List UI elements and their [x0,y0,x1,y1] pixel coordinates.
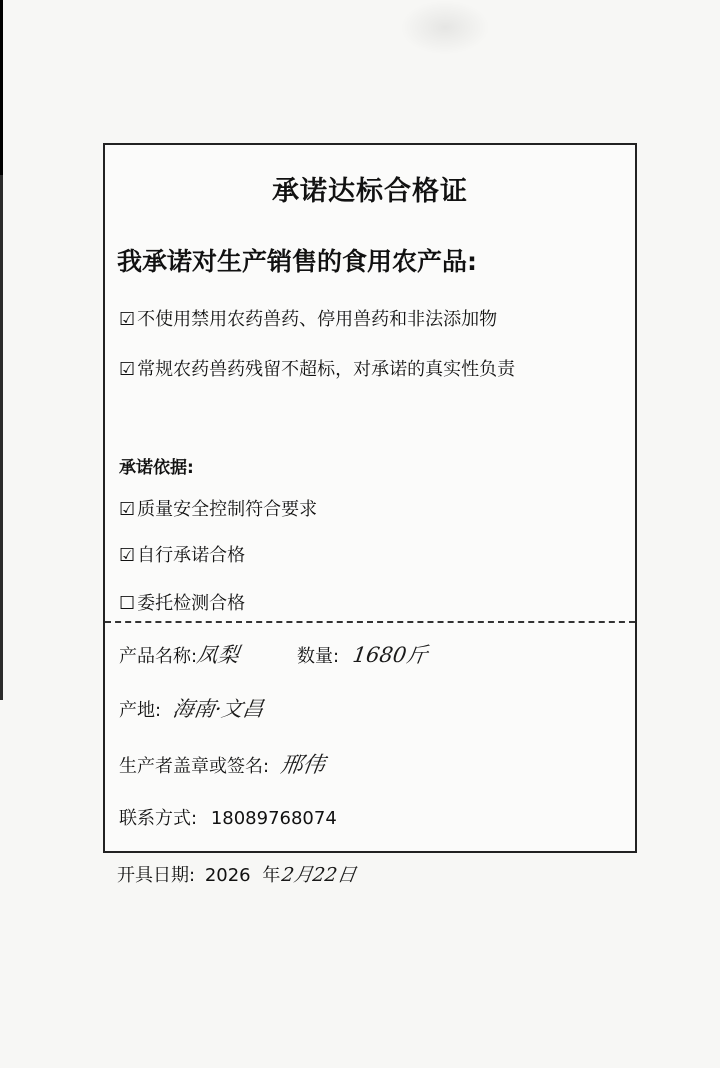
quantity-label: 数量: [297,646,340,667]
check-item-residue [119,355,515,381]
issue-date-label: 开具日期: [117,865,196,886]
bleed-through-mark [400,0,490,55]
checkbox-checked-icon: ☑ [119,309,136,330]
check-text: 不使用禁用农药兽药、停用兽药和非法添加物 [137,309,498,330]
product-name-value: 凤梨 [195,643,241,667]
origin-value: 海南·文昌 [170,697,266,721]
contact-row [119,804,337,830]
checkbox-unchecked-icon: ☐ [119,593,136,614]
basis-text: 质量安全控制符合要求 [137,499,318,520]
basis-item-entrusted-test [119,589,245,615]
paper-edge [0,0,3,700]
contact-label: 联系方式: [119,808,198,829]
stamp-label: 生产者盖章或签名: [119,756,270,777]
check-text: 常规农药兽药残留不超标，对承诺的真实性负责 [137,359,516,380]
issue-year-unit: 年 [262,865,281,886]
checkbox-checked-icon: ☑ [119,499,136,520]
checkbox-checked-icon: ☑ [119,545,136,566]
basis-item-quality-control [119,495,317,521]
issue-month-day: 2月22日 [280,864,358,886]
contact-value: 18089768074 [210,808,337,829]
certificate-title: 承诺达标合格证 [272,176,468,207]
signature: 邢伟 [278,753,327,778]
quantity-value: 1680斤 [350,643,429,667]
promise-heading: 我承诺对生产销售的食用农产品: [117,247,477,276]
certificate-card [103,143,637,853]
quantity-row [297,639,427,669]
stamp-row [119,748,325,779]
basis-text: 自行承诺合格 [137,545,246,566]
basis-item-self-promise [119,541,245,567]
origin-label: 产地: [119,700,162,721]
origin-row [119,693,264,723]
issue-date-row [117,860,357,887]
dashed-divider [105,621,635,623]
checkbox-checked-icon: ☑ [119,359,136,380]
check-item-no-banned [119,305,497,331]
basis-text: 委托检测合格 [137,593,246,614]
product-name-row [119,639,239,669]
issue-year: 2026 [204,865,251,886]
basis-heading: 承诺依据: [119,458,194,478]
product-name-label: 产品名称: [119,646,198,667]
